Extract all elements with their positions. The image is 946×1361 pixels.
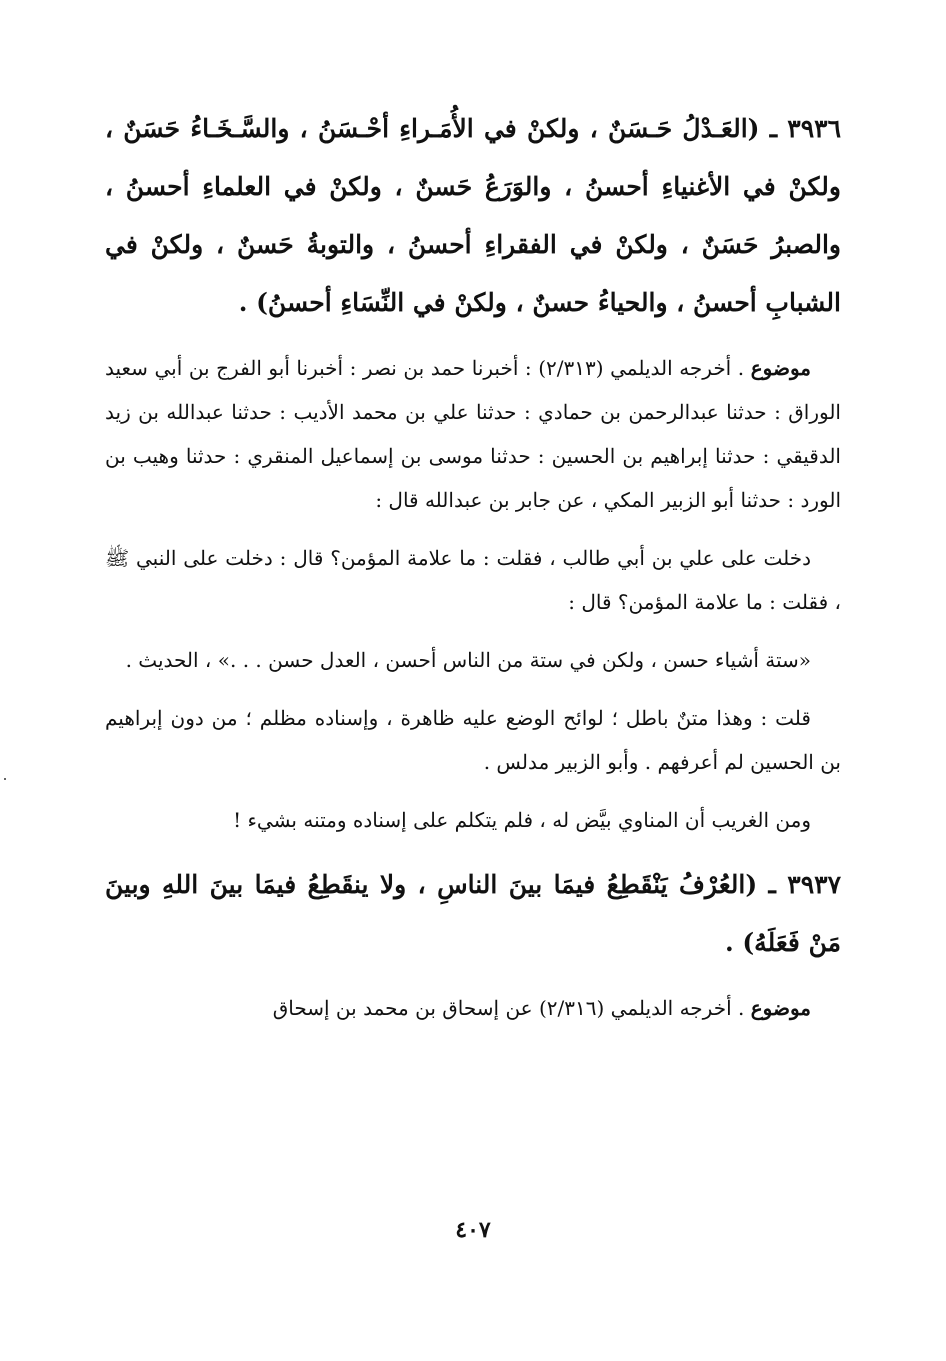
page-number: ٤٠٧ — [455, 1217, 491, 1243]
grading-label: موضوع — [750, 356, 811, 380]
hadith-3936 — [105, 100, 841, 332]
commentary-paragraph — [105, 986, 841, 1030]
hadith-text: (العَـدْلُ حَـسَنٌ ، ولكنْ في الأُمَـراءِ أحْـسَنُ ، والسَّـخَـاءُ حَسَنٌ ، ولكنْ في الأغنياءِ أحسنُ ، والوَرَعُ حَسنٌ ، ولكنْ في العلماءِ أحسنُ ، والصبرُ حَسَنٌ ، ولكنْ في الفقراءِ أحسنُ ، والتوبةُ حَسنٌ ، ولكنْ في الشبابِ أحسنُ ، والحياءُ حسنٌ ، ولكنْ في النِّسَاءِ أحسنُ) . — [105, 114, 841, 317]
grading-label: موضوع — [750, 996, 811, 1020]
hadith-text: (العُرْفُ يَنْقَطِعُ فيمَا بينَ الناسِ ، ولا ينقَطِعُ فيمَا بينَ اللهِ وبينَ مَنْ فَعَلَهُ) . — [105, 870, 841, 957]
hadith-number: ٣٩٣٦ ـ — [759, 114, 841, 143]
commentary-text: . أخرجه الديلمي (٢/٣١٦) عن إسحاق بن محمد بن إسحاق — [272, 996, 751, 1020]
commentary-text: . أخرجه الديلمي (٢/٣١٣) : أخبرنا حمد بن نصر : أخبرنا أبو الفرج بن أبي سعيد الوراق : حدثنا عبدالرحمن بن حمادي : حدثنا علي بن محمد الأديب : حدثنا عبدالله بن زيد الدقيقي : حدثنا إبراهيم بن الحسين : حدثنا موسى بن إسماعيل المنقري : حدثنا وهيب بن الورد : حدثنا أبو الزبير المكي ، عن جابر بن عبدالله قال : — [105, 356, 841, 512]
commentary-paragraph: قلت : وهذا متنٌ باطل ؛ لوائح الوضع عليه ظاهرة ، وإسناده مظلم ؛ من دون إبراهيم بن الحسين لم أعرفهم . وأبو الزبير مدلس . — [105, 706, 841, 774]
scan-speck — [4, 778, 6, 780]
hadith-number: ٣٩٣٧ ـ — [757, 870, 841, 899]
commentary-paragraph: «ستة أشياء حسن ، ولكن في ستة من الناس أحسن ، العدل حسن . . .» ، الحديث . — [125, 648, 811, 672]
commentary-paragraph — [105, 346, 841, 522]
hadith-3937 — [105, 856, 841, 972]
commentary-paragraph: ومن الغريب أن المناوي بيَّض له ، فلم يتكلم على إسناده ومتنه بشيء ! — [233, 808, 811, 832]
commentary-paragraph: دخلت على علي بن أبي طالب ، فقلت : ما علامة المؤمن؟ قال : دخلت على النبي ﷺ ، فقلت : ما علامة المؤمن؟ قال : — [105, 546, 841, 614]
